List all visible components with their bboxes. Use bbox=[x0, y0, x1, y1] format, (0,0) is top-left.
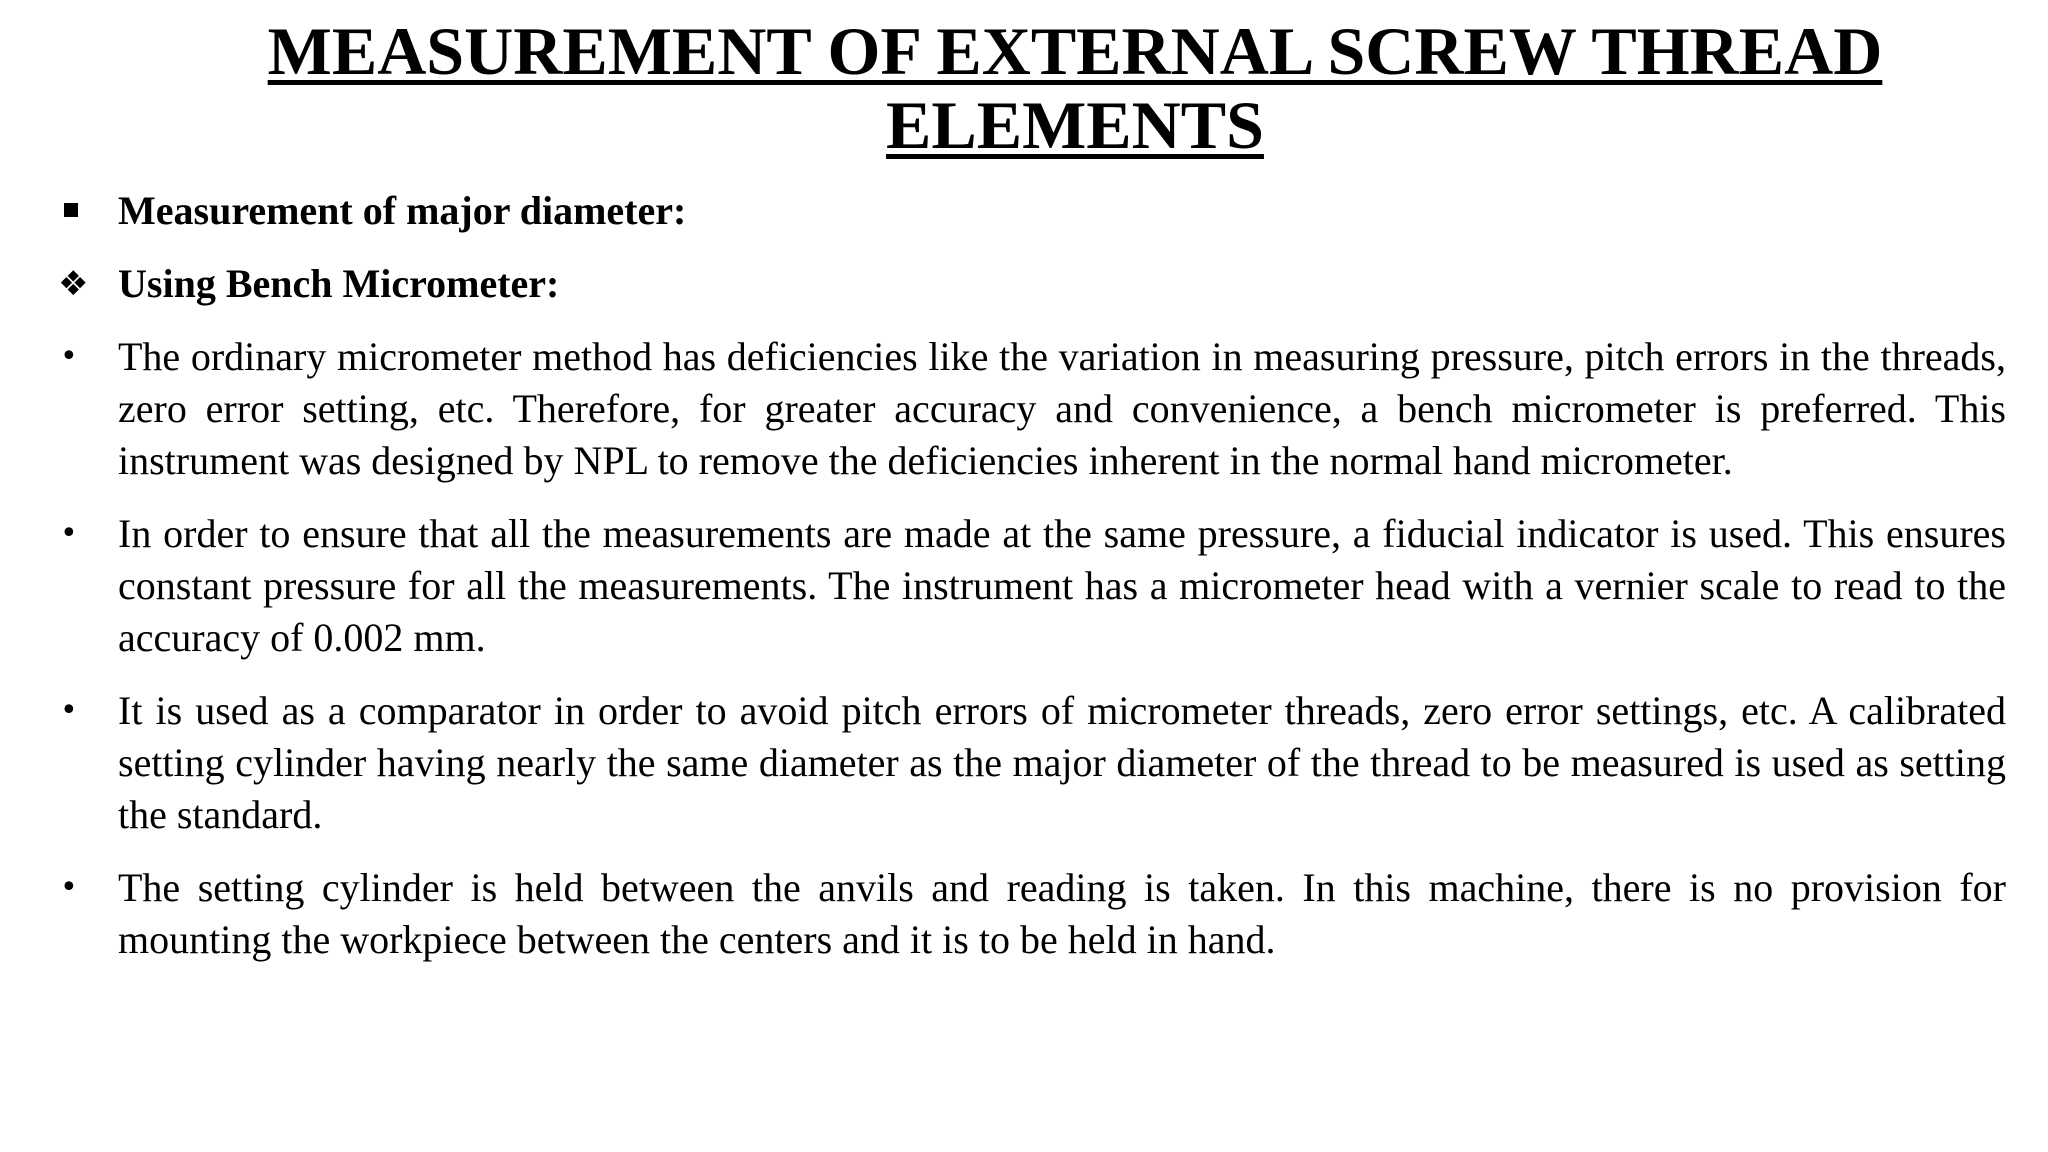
slide-content bbox=[56, 185, 2006, 987]
page-title: MEASUREMENT OF EXTERNAL SCREW THREAD ELEMENTS bbox=[267, 13, 1883, 163]
diamond-bullet-icon: ❖ bbox=[58, 264, 89, 304]
list-item bbox=[56, 862, 2006, 966]
heading-text: Using Bench Micrometer: bbox=[118, 261, 560, 306]
list-item bbox=[56, 508, 2006, 664]
list-item bbox=[56, 331, 2006, 487]
list-item-text: In order to ensure that all the measurements are made at the same pressure, a fiducial indicator is used. This ensures constant pressure for all the measurements. The instrument has a micrometer head with a vernier scale to read to the accuracy of 0.002 mm. bbox=[118, 511, 2006, 660]
dot-bullet-icon: • bbox=[60, 516, 78, 551]
list-item-text: It is used as a comparator in order to avoid pitch errors of micrometer threads, zero error settings, etc. A calibrated setting cylinder having nearly the same diameter as the major diameter of the thread to be measured is used as setting the standard. bbox=[118, 688, 2006, 837]
list-item-text: The setting cylinder is held between the anvils and reading is taken. In this machine, there is no provision for mounting the workpiece between the centers and it is to be held in hand. bbox=[118, 865, 2006, 962]
heading-text: Measurement of major diameter: bbox=[118, 188, 687, 233]
dot-bullet-icon: • bbox=[60, 693, 78, 728]
list-item-text: The ordinary micrometer method has deficiencies like the variation in measuring pressure, pitch errors in the threads, zero error setting, etc. Therefore, for greater accuracy and convenience, a bench micrometer is preferred. This instrument was designed by NPL to remove the deficiencies inherent in the normal hand micrometer. bbox=[118, 334, 2006, 483]
dot-bullet-icon: • bbox=[60, 870, 78, 905]
dot-bullet-icon: • bbox=[60, 339, 78, 374]
heading-major-diameter bbox=[56, 185, 2006, 237]
list-item bbox=[56, 685, 2006, 841]
heading-bench-micrometer bbox=[56, 258, 2006, 310]
